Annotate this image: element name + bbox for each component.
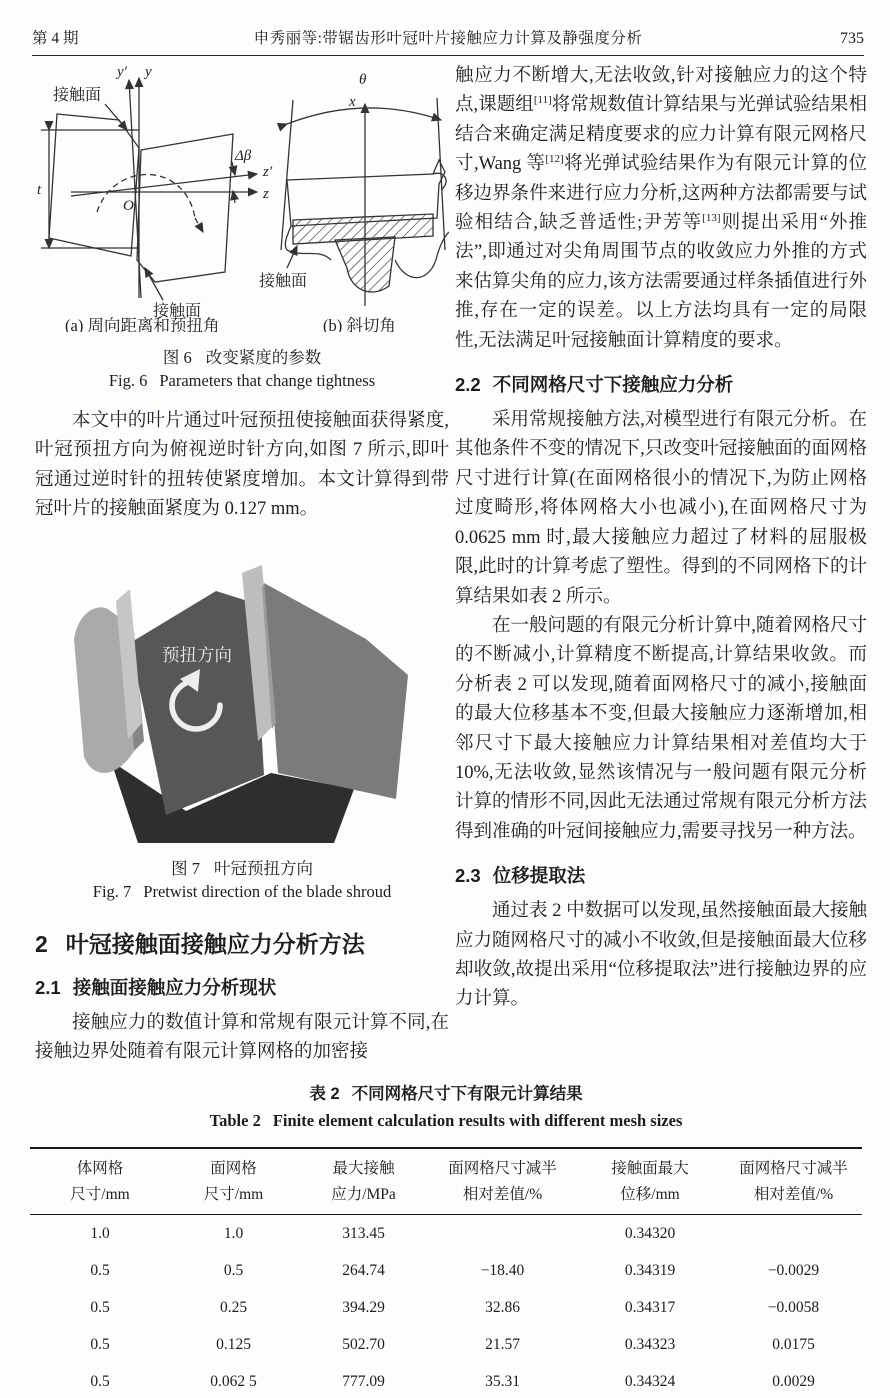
section-2-1-heading: [35, 974, 449, 1000]
paragraph-2-2-a: 采用常规接触方法,对模型进行有限元分析。在其他条件不变的情况下,只改变叶冠接触面的面网格尺寸进行计算(在面网格很小的情况下,为防止网格过度畸形,将体网格大小也减小),在面网格尺寸为 0.0625 mm 时,最大接触应力超过了材料的屈服极限,此时的计算考虑了塑性。得到的不同网格下的计算结果如表 2 所示。: [455, 410, 867, 607]
table-cell: 394.29: [342, 1298, 385, 1316]
table-2-title-en-text: Finite element calculation results with different mesh sizes: [272, 1111, 683, 1130]
fig6-caption-cn: [35, 344, 449, 368]
z-prime-label: z′: [263, 164, 273, 180]
table-cell: 35.31: [485, 1372, 520, 1390]
fig6-subcaption-a: (a) 周向距离和预扭角: [65, 316, 220, 332]
contact-face-label-b: 接触面: [259, 273, 308, 290]
table-cell: 1.0: [223, 1224, 244, 1242]
table-cell: 0.125: [216, 1335, 251, 1353]
issue-label: 第 4 期: [32, 30, 79, 47]
fig6-caption-en-text: Parameters that change tightness: [159, 371, 376, 390]
fig7-caption-cn-text: 叶冠预扭方向: [213, 858, 313, 878]
section-2-2-heading: [455, 371, 867, 397]
table-cell: 0.25: [219, 1298, 248, 1316]
left-column: [35, 60, 449, 1067]
page-number: 735: [840, 30, 864, 47]
fig6-panel-a: [41, 78, 257, 300]
p1-seg1: 触应力不断增大,无法收敛,针对接触应力的这个特点,课题组: [455, 66, 867, 116]
table-cell: 0.34323: [624, 1335, 676, 1353]
table-cell: 264.74: [342, 1261, 385, 1279]
fig6-subcaption-b: (b) 斜切角: [323, 316, 396, 332]
ref-12: [12]: [545, 153, 564, 166]
section-2-1-title: 接触面接触应力分析现状: [72, 976, 277, 998]
table-row: [30, 1215, 862, 1253]
right-column: [455, 62, 867, 1015]
paragraph-2-1-continued: [455, 62, 867, 356]
table-cell: 0.062 5: [210, 1372, 257, 1390]
pretwist-direction-label: 预扭方向: [162, 644, 232, 665]
section-2-title: 叶冠接触面接触应力分析方法: [65, 930, 365, 957]
fig7-blade-shapes: [74, 565, 408, 843]
table-row: [30, 1252, 862, 1289]
table-cell: 0.5: [90, 1298, 110, 1316]
x-label: x: [349, 94, 356, 110]
table-cell: 0.5: [223, 1261, 244, 1279]
table-2-title-cn-text: 不同网格尺寸下有限元计算结果: [351, 1085, 583, 1103]
table-row: [30, 1326, 862, 1363]
table-header-cell: 最大接触 应力/MPa: [297, 1148, 430, 1215]
table-cell: [725, 1215, 862, 1253]
table-cell: 0.34317: [624, 1298, 676, 1316]
fig7-caption-en-label: Fig. 7: [92, 881, 132, 901]
fig6-caption-cn-text: 改变紧度的参数: [205, 348, 322, 367]
table-row: [30, 1363, 862, 1398]
table-row: [30, 1289, 862, 1326]
figure-7-render: [66, 543, 418, 843]
section-2-heading: [35, 926, 449, 959]
contact-face-label-bottom: 接触面: [153, 303, 202, 320]
table-2-header-row: [30, 1148, 862, 1215]
section-2-2-title: 不同网格尺寸下接触应力分析: [492, 374, 734, 396]
ref-13: [13]: [702, 211, 721, 224]
fig7-caption-en: [35, 882, 449, 902]
t-label: t: [37, 182, 42, 198]
table-cell: 502.70: [342, 1335, 385, 1353]
fig7-caption-cn-label: 图 7: [171, 858, 200, 878]
fig7-caption-en-text: Pretwist direction of the blade shroud: [143, 881, 392, 901]
figure-7: [35, 543, 449, 902]
section-2-2-number: 2.2: [455, 374, 481, 396]
table-2-title-en: [30, 1111, 862, 1131]
table-cell: 1.0: [90, 1224, 110, 1242]
table-header-cell: 体网格 尺寸/mm: [30, 1148, 170, 1215]
table-cell: 0.5: [90, 1372, 110, 1390]
table-cell: 0.5: [90, 1335, 110, 1353]
table-header-cell: 接触面最大 位移/mm: [575, 1148, 725, 1215]
section-2-3-heading: [455, 862, 867, 888]
p1-seg3: 将光弹试验结果作为有限元计算的位移边界条件来进行应力分析,这两种方法都需要与试验相结合,缺乏普适性;尹芳等: [455, 154, 867, 234]
origin-label: O: [123, 198, 134, 214]
table-cell: 21.57: [485, 1335, 520, 1353]
delta-beta-label: Δβ: [235, 148, 252, 164]
y-label: y: [145, 64, 152, 80]
paragraph-2-1: 接触应力的数值计算和常规有限元计算不同,在接触边界处随着有限元计算网格的加密接: [35, 1012, 449, 1063]
paragraph-2-2-b: 在一般问题的有限元分析计算中,随着网格尺寸的不断减小,计算精度不断提高,计算结果收敛。而分析表 2 可以发现,随着面网格尺寸的减小,接触面的最大位移基本不变,但最大接触应力逐渐增加,相邻尺寸下最大接触应力计算结果相对差值均大于 10%,无法收敛,显然该情况与一般问题有限元分析计算的情形不同,因此无法通过常规有限元分析方法得到准确的叶冠间接触应力,需要寻找另一种方法。: [455, 615, 867, 842]
theta-label: θ: [359, 72, 367, 88]
fig7-caption-cn: [35, 855, 449, 879]
table-cell: 777.09: [342, 1372, 385, 1390]
figure-6: [35, 60, 449, 391]
table-cell: 313.45: [342, 1224, 385, 1242]
section-2-3-number: 2.3: [455, 865, 481, 887]
p1-seg4: 则提出采用“外推法”,即通过对尖角周围节点的收敛应力外推的方式来估算尖角的应力,该方法需要通过样条插值进行外推,存在一定的误差。以上方法均具有一定的局限性,无法满足叶冠接触面计算精度的要求。: [455, 213, 867, 351]
z-label: z: [263, 186, 269, 202]
figure-6-diagram: [35, 60, 449, 332]
running-title: 申秀丽等:带锯齿形叶冠叶片接触应力计算及静强度分析: [253, 30, 643, 47]
fig6-caption-en: [35, 371, 449, 391]
fig6-caption-en-label: Fig. 6: [108, 371, 148, 390]
table-header-cell: 面网格尺寸减半 相对差值/%: [725, 1148, 862, 1215]
table-cell: −0.0029: [767, 1261, 820, 1279]
table-cell: [430, 1215, 575, 1253]
table-2-title-cn-label: 表 2: [309, 1085, 340, 1103]
table-header-cell: 面网格尺寸减半 相对差值/%: [430, 1148, 575, 1215]
table-2-section: [30, 1080, 862, 1398]
fig6-panel-a-labels: [37, 64, 273, 332]
table-cell: 0.5: [90, 1261, 110, 1279]
table-cell: 32.86: [485, 1298, 520, 1316]
paragraph-pretwist: 本文中的叶片通过叶冠预扭使接触面获得紧度,叶冠预扭方向为俯视逆时针方向,如图 7 所示,即叶冠通过逆时针的扭转使紧度增加。本文计算得到带冠叶片的接触面紧度为 0.127 mm。: [35, 411, 449, 520]
ref-11: [11]: [533, 94, 552, 107]
section-2-number: 2: [35, 930, 48, 957]
table-cell: 0.34324: [624, 1372, 676, 1390]
paragraph-2-3: 通过表 2 中数据可以发现,虽然接触面最大接触应力随网格尺寸的减小不收敛,但是接触面最大位移却收敛,故提出采用“位移提取法”进行接触边界的应力计算。: [455, 901, 867, 1010]
table-2-title-en-label: Table 2: [209, 1111, 261, 1130]
table-2: [30, 1147, 862, 1398]
table-cell: 0.34319: [624, 1261, 676, 1279]
p1-seg2: 将常规数值计算结果与光弹试验结果相结合来确定满足精度要求的应力计算有限元网格尺寸,Wang 等: [455, 95, 867, 175]
table-header-cell: 面网格 尺寸/mm: [170, 1148, 297, 1215]
fig6-panel-b-labels: [259, 72, 396, 332]
table-cell: 0.34320: [624, 1224, 676, 1242]
section-2-1-number: 2.1: [35, 976, 61, 998]
table-2-title-cn: [30, 1080, 862, 1104]
table-cell: −0.0058: [767, 1298, 820, 1316]
section-2-3-title: 位移提取法: [492, 865, 586, 887]
running-head: [32, 26, 864, 56]
fig6-caption-cn-label: 图 6: [162, 348, 192, 367]
table-cell: 0.0175: [772, 1335, 815, 1353]
table-cell: 0.0029: [772, 1372, 815, 1390]
table-cell: −18.40: [480, 1261, 525, 1279]
contact-face-label-top: 接触面: [53, 87, 102, 104]
y-prime-label: y′: [117, 64, 127, 80]
